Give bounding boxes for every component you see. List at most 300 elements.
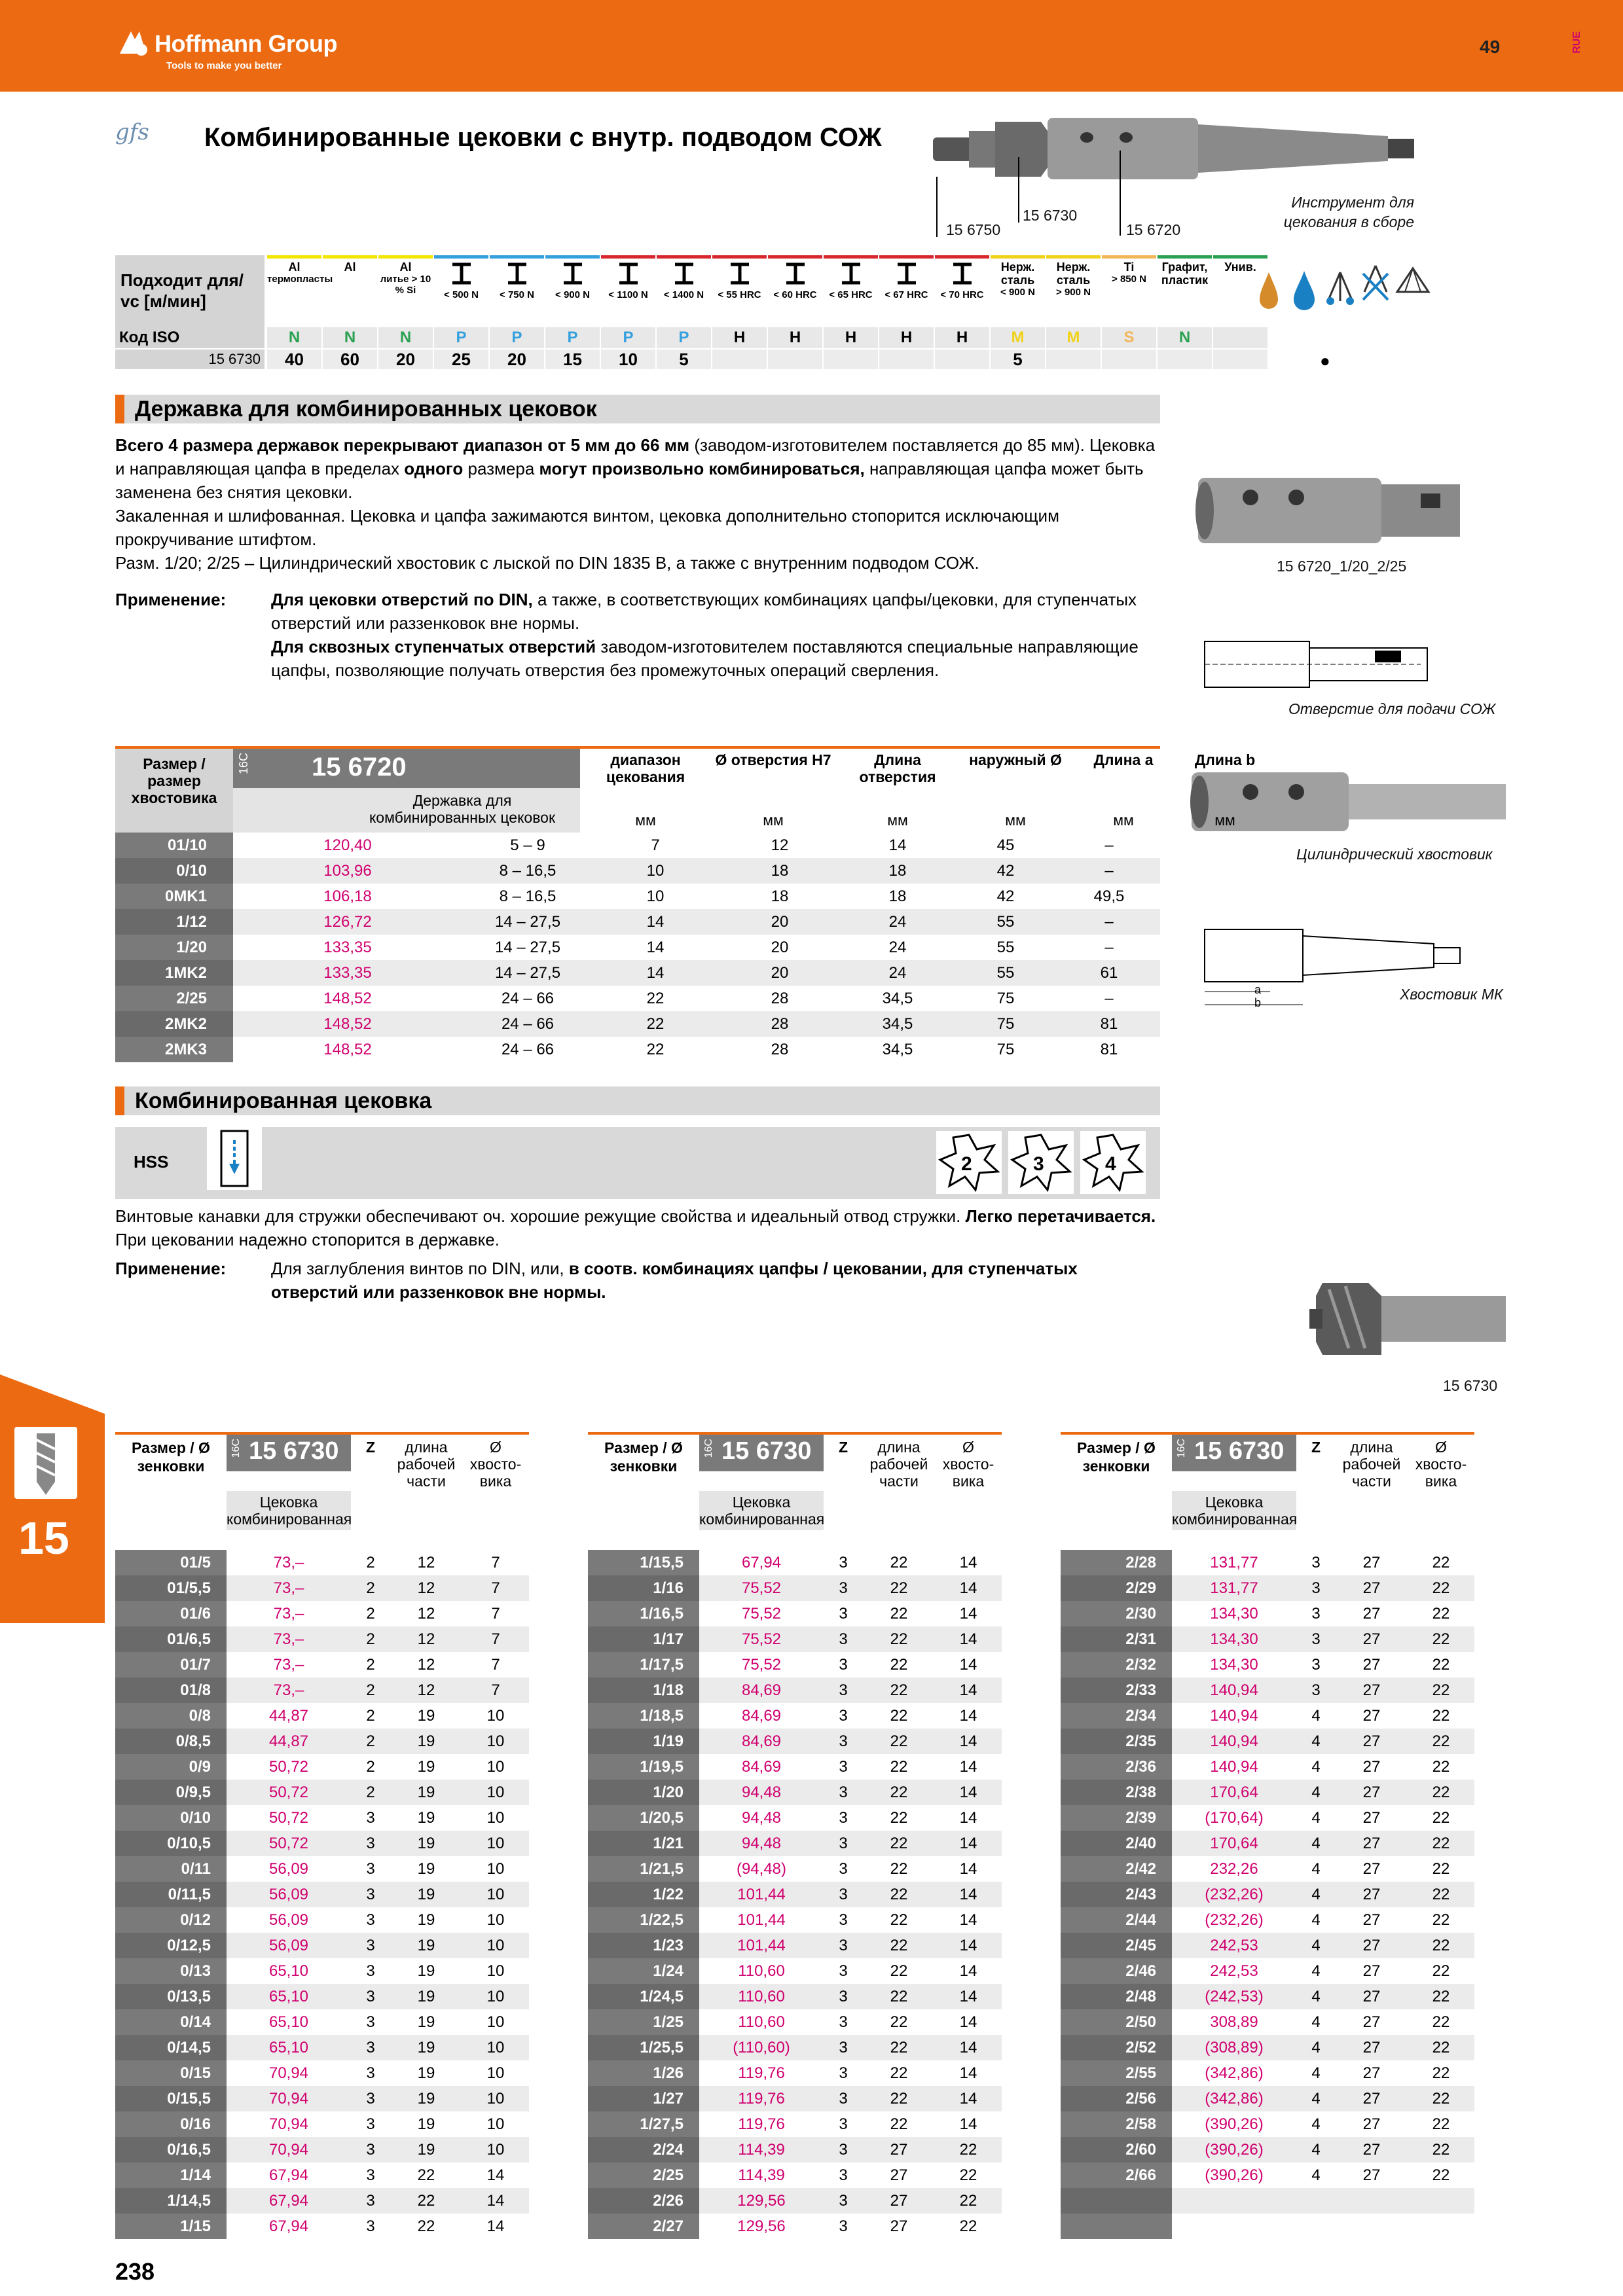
cb-row	[1061, 1754, 1474, 1780]
cb-price: (390,26)	[1205, 2115, 1264, 2133]
cb-price: 50,72	[268, 1757, 309, 1776]
cb-price: 65,10	[227, 2035, 351, 2060]
cb-cell: 3	[839, 1910, 848, 1929]
cb-price: 67,94	[268, 2166, 309, 2184]
cb-cell: 27	[1362, 1808, 1381, 1827]
cb-cell	[1296, 2214, 1336, 2239]
cb-size: 2/30	[1061, 1601, 1172, 1626]
cb-row	[588, 2162, 1002, 2188]
holder-cell: 55	[996, 938, 1015, 956]
cb-cell: 3	[366, 1859, 375, 1878]
cb-cell: 19	[417, 1910, 435, 1929]
iso-code-label: Код ISO	[115, 327, 264, 348]
cb-row	[588, 2111, 1002, 2137]
cb-cell: 12	[390, 1575, 462, 1601]
cb-cell: 19	[417, 1859, 435, 1878]
material-col-6	[601, 260, 655, 326]
cb-code-16c: 16C	[230, 1439, 242, 1458]
cb-code-16c: 16C	[703, 1439, 714, 1458]
material-col-9	[768, 260, 822, 326]
holder-size: 1/20	[115, 935, 233, 960]
holder-row	[115, 1037, 1160, 1062]
cb-cell: 27	[863, 2137, 935, 2162]
material-row-label: Подходит для/	[120, 270, 244, 290]
holder-col-unit: мм	[1214, 812, 1235, 829]
cb-cell: 19	[390, 1831, 462, 1856]
material-name: Al	[344, 260, 356, 274]
material-color-bar	[378, 255, 433, 259]
cb-price: 114,39	[699, 2137, 824, 2162]
cb-row	[115, 1550, 529, 1575]
holder-illustration	[1192, 458, 1467, 556]
material-name: Al	[288, 260, 301, 274]
cb-size: 2/27	[588, 2214, 699, 2239]
holder-cell: 8 – 16,5	[462, 858, 593, 884]
coolant-recommended-dot: ●	[1320, 351, 1330, 370]
cb-cell: 2	[366, 1706, 375, 1725]
cb-cell: 14	[935, 1984, 1002, 2009]
cb-size: 01/6,5	[115, 1626, 227, 1652]
holder-col-header: диапазон цекования	[606, 751, 685, 785]
cb-cell: 4	[1296, 2035, 1336, 2060]
cb-row	[115, 2009, 529, 2035]
cb-cell: 19	[417, 1706, 435, 1725]
cb-cell: 22	[959, 2217, 977, 2235]
holder-col-header: наружный Ø	[969, 751, 1062, 768]
cb-row	[115, 1575, 529, 1601]
cb-cell: 10	[462, 1984, 529, 2009]
cb-row	[1061, 1907, 1474, 1933]
cb-size: 2/28	[1061, 1550, 1172, 1575]
cb-price: 101,44	[737, 1910, 786, 1929]
cb-cell: 3	[824, 1729, 863, 1754]
cb-size: 2/48	[1061, 1984, 1172, 2009]
cb-cell: 3	[351, 1831, 390, 1856]
cb-cell: 2	[366, 1604, 375, 1623]
cb-cell: 4	[1311, 1808, 1321, 1827]
cb-price: 73,–	[227, 1575, 351, 1601]
cb-cell: 3	[824, 2137, 863, 2162]
holder-illustration-caption: 15 6720_1/20_2/25	[1277, 558, 1407, 575]
steel-beam-icon	[615, 260, 642, 287]
cb-cell: 19	[390, 1984, 462, 2009]
cb-cell: 4	[1296, 1882, 1336, 1907]
drill-chapter-icon	[14, 1427, 77, 1499]
cb-cell: 4	[1311, 1706, 1321, 1725]
cb-cell: 7	[491, 1553, 500, 1571]
cb-cell: 19	[417, 2115, 435, 2133]
holder-col-unit: мм	[1005, 812, 1026, 829]
cb-size: 1/26	[588, 2060, 699, 2086]
cb-size: 2/24	[588, 2137, 699, 2162]
holder-col-unit: мм	[635, 812, 656, 829]
cb-row	[115, 2137, 529, 2162]
cb-size: 2/44	[1061, 1907, 1172, 1933]
cb-size: 1/21	[588, 1831, 699, 1856]
cb-cell: 22	[863, 1882, 935, 1907]
material-suitability-table	[115, 243, 1358, 374]
cb-cell: 22	[890, 1808, 908, 1827]
cb-cell: 19	[417, 2013, 435, 2031]
cb-row	[1061, 2009, 1474, 2035]
material-col-7	[657, 260, 711, 326]
cb-cell: 3	[839, 2064, 848, 2082]
cb-cell: 14	[935, 1780, 1002, 1805]
chapter-tab	[0, 1374, 105, 1623]
cb-size: 1/15,5	[588, 1550, 699, 1575]
cb-size: 2/43	[1061, 1882, 1172, 1907]
holder-cell: 8 – 16,5	[499, 887, 556, 905]
material-spec: термопласты	[267, 274, 333, 285]
cb-price: 94,48	[741, 1808, 782, 1827]
cb-price: 67,94	[268, 2217, 309, 2235]
cb-cell: 22	[417, 2217, 435, 2235]
cb-cell: 14	[935, 2035, 1002, 2060]
cutting-speed: 10	[601, 350, 655, 369]
cb-cell: 3	[824, 1780, 863, 1805]
cb-cell: 22	[390, 2188, 462, 2214]
cb-size: 1/18,5	[588, 1703, 699, 1729]
cb-cell: 22	[935, 2137, 1002, 2162]
cb-size	[1061, 2188, 1172, 2214]
material-spec: < 1100 N	[608, 289, 648, 300]
cb-cell: 3	[839, 1808, 848, 1827]
cb-row	[1061, 2162, 1474, 2188]
cb-size: 2/29	[1061, 1575, 1172, 1601]
cutting-speed	[1158, 350, 1212, 369]
cb-cell: 3	[1296, 1677, 1336, 1703]
cb-price: (232,26)	[1205, 1910, 1264, 1929]
cb-cell: 19	[390, 2035, 462, 2060]
cb-cell: 10	[462, 1882, 529, 1907]
cb-cell: 12	[390, 1677, 462, 1703]
steel-beam-icon	[727, 260, 753, 287]
cb-cell: 22	[863, 2035, 935, 2060]
cb-price: 73,–	[273, 1604, 304, 1623]
cb-cell: 10	[486, 1757, 505, 1776]
cutting-speed	[768, 350, 822, 369]
cb-cell: 22	[1432, 1655, 1450, 1674]
counterbore-illustration-caption: 15 6730	[1443, 1377, 1498, 1394]
holder-price: 148,52	[323, 989, 372, 1007]
cb-cell: 19	[390, 2137, 462, 2162]
cb-cell: 27	[1336, 2035, 1408, 2060]
cb-cell: 27	[1336, 1729, 1408, 1754]
cylindrical-shank-caption: Цилиндрический хвостовик	[1296, 846, 1493, 863]
cb-cell: 2	[366, 1553, 375, 1571]
holder-cell: 28	[771, 1040, 789, 1058]
cb-price: 65,10	[227, 1984, 351, 2009]
cb-cell: 7	[462, 1677, 529, 1703]
cb-cell: 22	[890, 1859, 908, 1878]
material-name: Нерж. сталь	[1056, 260, 1091, 287]
counterbore-application-label: Применение:	[115, 1259, 227, 1278]
material-spec: < 60 HRC	[773, 289, 817, 300]
cb-price: 70,94	[268, 2115, 309, 2133]
cb-size: 1/14,5	[115, 2188, 227, 2214]
cb-price: 134,30	[1172, 1626, 1296, 1652]
cb-cell: 4	[1311, 2166, 1321, 2184]
holder-cell: 14	[888, 836, 907, 854]
cb-size: 2/46	[1061, 1958, 1172, 1984]
holder-row	[115, 833, 1160, 858]
cb-cell: 27	[1362, 1757, 1381, 1776]
holder-col-header: Длина b	[1194, 751, 1256, 768]
cb-row	[588, 1703, 1002, 1729]
cb-cell: 27	[863, 2188, 935, 2214]
holder-price: 133,35	[323, 938, 372, 956]
cb-price: 67,94	[227, 2188, 351, 2214]
cb-cell: 27	[1336, 2086, 1408, 2111]
cb-cell: 3	[839, 2115, 848, 2133]
cb-price: (94,48)	[736, 1859, 787, 1878]
cb-cell: 3	[839, 2217, 848, 2235]
cb-price: 140,94	[1210, 1706, 1258, 1725]
cb-price: 50,72	[268, 1808, 309, 1827]
material-spec: < 900 N	[555, 289, 590, 300]
cb-cell: 3	[824, 1831, 863, 1856]
cb-price: 129,56	[737, 2217, 786, 2235]
cb-price: 110,60	[738, 1962, 785, 1980]
cb-cell: 22	[1432, 2013, 1450, 2031]
cb-cell: 3	[366, 1808, 375, 1827]
cb-cell: 12	[390, 1626, 462, 1652]
cb-cell: 22	[1408, 2035, 1474, 2060]
water-drop-icon	[1287, 259, 1321, 318]
cb-price: 84,69	[699, 1729, 824, 1754]
holder-cell: 55	[953, 909, 1058, 935]
cb-size: 0/11	[115, 1856, 227, 1882]
cb-size: 1/24	[588, 1958, 699, 1984]
cb-cell: 27	[1362, 1604, 1381, 1623]
cb-cell: 3	[366, 2064, 375, 2082]
cb-article-number: 15 6730	[1194, 1437, 1285, 1465]
cb-price: 129,56	[699, 2188, 824, 2214]
cb-row	[588, 2188, 1002, 2214]
cb-price: 84,69	[741, 1757, 782, 1776]
cb-cell: 22	[890, 2064, 908, 2082]
cb-price: 140,94	[1210, 1757, 1258, 1776]
cb-row	[115, 1907, 529, 1933]
cb-size: 0/15,5	[115, 2086, 227, 2111]
cb-row	[1061, 1805, 1474, 1831]
cb-price: 131,77	[1210, 1553, 1258, 1571]
holder-cell: 55	[953, 960, 1058, 986]
cb-cell: 22	[863, 1626, 935, 1652]
catalog-page-number: 49	[1480, 37, 1501, 57]
cb-row	[115, 2188, 529, 2214]
holder-cell: 24	[842, 960, 953, 986]
holder-cell: 14	[593, 909, 718, 935]
cb-price: 119,76	[699, 2086, 824, 2111]
cb-size: 0/9	[115, 1754, 227, 1780]
holder-cell: 10	[646, 887, 665, 905]
holder-cell: 14	[646, 938, 665, 956]
cb-size: 2/33	[1061, 1677, 1172, 1703]
cb-price: 232,26	[1210, 1859, 1258, 1878]
cb-cell: 4	[1311, 2013, 1321, 2031]
holder-cell: 75	[996, 989, 1015, 1007]
cb-price: (308,89)	[1172, 2035, 1296, 2060]
cb-cell: 22	[863, 1984, 935, 2009]
cb-price: 73,–	[227, 1626, 351, 1652]
cb-row	[1061, 2111, 1474, 2137]
cb-size: 0/8,5	[115, 1729, 227, 1754]
cb-cell: 10	[486, 1962, 505, 1980]
cb-cell: 3	[351, 1933, 390, 1958]
cb-cell: 3	[824, 2035, 863, 2060]
cb-cell: 22	[1432, 2064, 1450, 2082]
material-col-3	[434, 260, 488, 326]
cb-size: 1/22,5	[588, 1907, 699, 1933]
cb-cell: 3	[839, 1655, 848, 1674]
cb-data-table	[1061, 1550, 1474, 2239]
material-spec: > 900 N	[1056, 287, 1091, 298]
cb-cell: 14	[486, 2166, 505, 2184]
cutting-speed	[935, 350, 989, 369]
cutting-speed	[712, 350, 767, 369]
coolant-hole-drawing	[1198, 635, 1434, 694]
language-code: RUE	[1571, 31, 1582, 54]
cb-cell: 22	[890, 1655, 908, 1674]
dimension-b: b	[1254, 996, 1262, 1009]
cb-size: 1/23	[588, 1933, 699, 1958]
steel-beam-icon	[782, 260, 809, 287]
holder-article-desc: Державка для комбинированных цековок	[233, 788, 580, 833]
cb-size: 01/7	[115, 1652, 227, 1677]
cb-cell: 22	[1432, 1962, 1450, 1980]
assembly-caption: Инструмент для цекования в сборе	[1283, 194, 1414, 230]
holder-price: 103,96	[233, 858, 462, 884]
hss-badge: HSS	[134, 1152, 169, 1172]
cb-price: 56,09	[268, 1859, 309, 1878]
cb-cell: 4	[1296, 1984, 1336, 2009]
cb-row	[1061, 1856, 1474, 1882]
cb-price: 44,87	[268, 1706, 309, 1725]
cb-row	[1061, 1626, 1474, 1652]
cb-data-table	[588, 1550, 1002, 2239]
cb-row	[588, 1805, 1002, 1831]
cb-row	[588, 1677, 1002, 1703]
holder-data-table	[115, 833, 1160, 1062]
cb-cell: 4	[1311, 2115, 1321, 2133]
cb-price: 140,94	[1172, 1677, 1296, 1703]
cb-cell: 4	[1311, 1859, 1321, 1878]
cb-cell: 3	[351, 2035, 390, 2060]
cb-size: 2/52	[1061, 2035, 1172, 2060]
cb-row	[588, 1626, 1002, 1652]
cb-price: 56,09	[227, 1882, 351, 1907]
cb-row	[588, 2086, 1002, 2111]
dry-machining-icon	[1358, 259, 1393, 312]
cb-price: 110,60	[699, 1984, 824, 2009]
holder-col-unit: мм	[1113, 812, 1134, 829]
cb-size: 1/19,5	[588, 1754, 699, 1780]
iso-code: H	[935, 327, 989, 348]
cb-cell: 3	[839, 1859, 848, 1878]
material-name: Al	[399, 260, 412, 274]
cb-cell: 27	[1336, 1984, 1408, 2009]
holder-cell: 5 – 9	[510, 836, 545, 854]
holder-cell: 20	[718, 960, 842, 986]
holder-cell: 18	[888, 887, 907, 905]
material-col-1	[323, 260, 377, 326]
cb-cell: 27	[1362, 2013, 1381, 2031]
holder-cell: –	[1058, 909, 1160, 935]
cb-cell: 2	[351, 1677, 390, 1703]
material-color-bar	[657, 255, 711, 259]
cb-cell: 10	[462, 1780, 529, 1805]
cb-price: 50,72	[227, 1780, 351, 1805]
cb-cell: 3	[839, 2013, 848, 2031]
cb-cell: 2	[351, 1729, 390, 1754]
steel-beam-icon	[448, 260, 475, 287]
cb-row	[115, 1780, 529, 1805]
cb-cell: 3	[839, 1962, 848, 1980]
flute-4-icon	[1080, 1131, 1146, 1194]
cb-size: 0/12,5	[115, 1933, 227, 1958]
chapter-number: 15	[18, 1513, 69, 1564]
cb-cell: 14	[959, 1757, 977, 1776]
cb-size-header: Размер / Ø зенковки	[1077, 1439, 1156, 1475]
counterbore-description: Винтовые канавки для стружки обеспечивают оч. хорошие режущие свойства и идеальный отвод стружки. Легко перетачивается. При цековании надежно стопорится в державке.	[115, 1206, 1156, 1249]
cb-size: 1/25,5	[588, 2035, 699, 2060]
cb-price: 70,94	[268, 2064, 309, 2082]
cb-row	[1061, 1575, 1474, 1601]
material-col-10	[824, 260, 878, 326]
cb-price: 101,44	[699, 1933, 824, 1958]
holder-col-header: Длина отверстия	[859, 751, 936, 785]
counterbore-illustration	[1309, 1270, 1512, 1368]
material-color-bar	[545, 255, 600, 259]
gfs-logo: gfs	[115, 119, 149, 145]
holder-cell: 24	[888, 938, 907, 956]
cb-cell: 22	[863, 1729, 935, 1754]
cb-price: 73,–	[273, 1655, 304, 1674]
cb-price: 75,52	[699, 1626, 824, 1652]
cb-cell: 14	[959, 1910, 977, 1929]
cb-cell: 22	[863, 1677, 935, 1703]
cb-row	[1061, 1652, 1474, 1677]
cb-cell: 3	[839, 1604, 848, 1623]
iso-code: N	[1158, 327, 1212, 348]
cb-cell: 27	[1336, 1831, 1408, 1856]
holder-description: Всего 4 размера державок перекрывают диапазон от 5 мм до 66 мм (заводом-изготовителем поставляется до 85 мм). Цековка и направляющая цапфа в пределах одного размера могут произвольно комбинироваться, направляющая цапфа может быть заменена без снятия цековки. Закаленная и шлифованная. Цековка и цапфа зажимаются винтом, цековка дополнительно стопорится исключающим прокручивание штифтом. Разм. 1/20; 2/25 – Цилиндрический хвостовик с лыской по DIN 1835 B, а также с внутренним подводом СОЖ.	[115, 435, 1156, 573]
cb-cell: 10	[486, 1910, 505, 1929]
holder-price: 106,18	[323, 887, 372, 905]
cb-cell: 22	[1432, 1553, 1450, 1571]
label-156750: 15 6750	[946, 221, 1001, 238]
cb-row	[588, 1856, 1002, 1882]
cb-price: (232,26)	[1172, 1882, 1296, 1907]
cb-size: 2/39	[1061, 1805, 1172, 1831]
cb-price: 65,10	[268, 2013, 309, 2031]
holder-size: 1MK2	[115, 960, 233, 986]
cb-cell: 14	[935, 1882, 1002, 1907]
cb-price: 84,69	[741, 1706, 782, 1725]
cb-size-header: Размер / Ø зенковки	[604, 1439, 683, 1475]
holder-cell: 10	[593, 858, 718, 884]
cb-cell: 19	[417, 1757, 435, 1776]
holder-cell: 22	[646, 989, 665, 1007]
iso-code: S	[1102, 327, 1156, 348]
label-156720: 15 6720	[1126, 221, 1181, 238]
flute-count: 4	[1105, 1153, 1116, 1175]
cb-cell: 22	[1408, 1626, 1474, 1652]
cb-size: 2/58	[1061, 2111, 1172, 2137]
cb-size: 1/17,5	[588, 1652, 699, 1677]
material-color-bar	[267, 255, 321, 259]
